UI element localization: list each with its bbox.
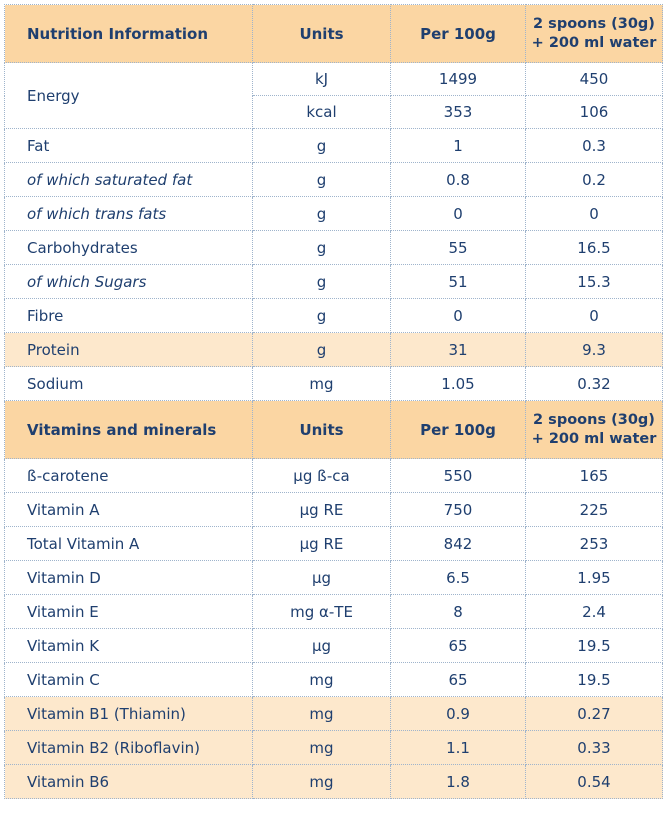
row-unit: µg — [253, 629, 391, 663]
row-serving: 0 — [526, 299, 663, 333]
table-row — [5, 629, 663, 663]
row-serving: 16.5 — [526, 231, 663, 265]
row-per-100g: 550 — [391, 459, 526, 493]
row-unit: µg — [253, 561, 391, 595]
row-label: Vitamin B6 — [5, 765, 253, 799]
row-label: Fibre — [5, 299, 253, 333]
table-row — [5, 265, 663, 299]
table-row — [5, 697, 663, 731]
table-row — [5, 663, 663, 697]
row-unit: mg — [253, 697, 391, 731]
energy-serving-kcal: 106 — [526, 96, 663, 129]
table-row — [5, 129, 663, 163]
nutrition-header-row — [5, 5, 663, 63]
header-serving-line2: + 200 ml water — [531, 430, 657, 447]
row-serving: 225 — [526, 493, 663, 527]
row-unit: g — [253, 129, 391, 163]
header-serving — [526, 5, 663, 63]
row-serving: 15.3 — [526, 265, 663, 299]
table-row — [5, 459, 663, 493]
row-per-100g: 0.9 — [391, 697, 526, 731]
row-unit: g — [253, 197, 391, 231]
row-label: Protein — [5, 333, 253, 367]
row-serving: 253 — [526, 527, 663, 561]
row-unit: µg ß-ca — [253, 459, 391, 493]
row-unit: g — [253, 163, 391, 197]
row-unit: µg RE — [253, 527, 391, 561]
row-per-100g: 55 — [391, 231, 526, 265]
row-serving: 0.2 — [526, 163, 663, 197]
table-row — [5, 163, 663, 197]
row-per-100g: 31 — [391, 333, 526, 367]
row-per-100g: 0 — [391, 299, 526, 333]
row-label: Vitamin B1 (Thiamin) — [5, 697, 253, 731]
row-per-100g: 6.5 — [391, 561, 526, 595]
table-row — [5, 333, 663, 367]
row-label: Sodium — [5, 367, 253, 401]
table-row — [5, 367, 663, 401]
table-row — [5, 493, 663, 527]
row-label: of which trans fats — [5, 197, 253, 231]
nutrition-table — [4, 4, 663, 799]
row-unit: mg — [253, 731, 391, 765]
row-unit: µg RE — [253, 493, 391, 527]
energy-unit-kcal: kcal — [253, 96, 391, 129]
energy-unit-kj: kJ — [253, 63, 391, 96]
row-serving: 0.3 — [526, 129, 663, 163]
row-serving: 1.95 — [526, 561, 663, 595]
row-per-100g: 65 — [391, 629, 526, 663]
table-row — [5, 595, 663, 629]
table-row — [5, 765, 663, 799]
table-row — [5, 197, 663, 231]
table-row — [5, 299, 663, 333]
row-label: Carbohydrates — [5, 231, 253, 265]
header-per-100g: Per 100g — [391, 5, 526, 63]
row-label: Vitamin A — [5, 493, 253, 527]
row-label: Vitamin K — [5, 629, 253, 663]
header-vitamins-and-minerals: Vitamins and minerals — [5, 401, 253, 459]
row-unit: mg α-TE — [253, 595, 391, 629]
row-per-100g: 0.8 — [391, 163, 526, 197]
row-serving: 19.5 — [526, 629, 663, 663]
row-label: Fat — [5, 129, 253, 163]
energy-label: Energy — [5, 63, 253, 129]
row-unit: g — [253, 333, 391, 367]
row-label: of which saturated fat — [5, 163, 253, 197]
row-serving: 9.3 — [526, 333, 663, 367]
table-row — [5, 561, 663, 595]
row-label: of which Sugars — [5, 265, 253, 299]
row-per-100g: 750 — [391, 493, 526, 527]
row-per-100g: 1.8 — [391, 765, 526, 799]
row-unit: mg — [253, 765, 391, 799]
header-serving-line1: 2 spoons (30g) — [533, 15, 655, 32]
row-per-100g: 1.05 — [391, 367, 526, 401]
row-serving: 2.4 — [526, 595, 663, 629]
row-per-100g: 842 — [391, 527, 526, 561]
energy-per100-kcal: 353 — [391, 96, 526, 129]
header-per-100g: Per 100g — [391, 401, 526, 459]
row-serving: 0.27 — [526, 697, 663, 731]
header-units: Units — [253, 401, 391, 459]
table-row — [5, 731, 663, 765]
energy-per100-kj: 1499 — [391, 63, 526, 96]
row-serving: 0.32 — [526, 367, 663, 401]
row-label: Vitamin B2 (Riboflavin) — [5, 731, 253, 765]
row-label: Vitamin E — [5, 595, 253, 629]
row-unit: g — [253, 231, 391, 265]
row-serving: 0 — [526, 197, 663, 231]
header-nutrition-information: Nutrition Information — [5, 5, 253, 63]
row-unit: mg — [253, 663, 391, 697]
table-row — [5, 527, 663, 561]
row-serving: 0.33 — [526, 731, 663, 765]
row-unit: g — [253, 265, 391, 299]
row-label: Vitamin C — [5, 663, 253, 697]
row-unit: mg — [253, 367, 391, 401]
row-label: Vitamin D — [5, 561, 253, 595]
row-unit: g — [253, 299, 391, 333]
header-serving-line1: 2 spoons (30g) — [533, 411, 655, 428]
vitamins-header-row — [5, 401, 663, 459]
row-per-100g: 0 — [391, 197, 526, 231]
row-serving: 0.54 — [526, 765, 663, 799]
energy-serving-kj: 450 — [526, 63, 663, 96]
row-serving: 165 — [526, 459, 663, 493]
row-per-100g: 1.1 — [391, 731, 526, 765]
energy-row-kj — [5, 63, 663, 96]
row-per-100g: 1 — [391, 129, 526, 163]
header-serving-line2: + 200 ml water — [531, 34, 657, 51]
row-per-100g: 8 — [391, 595, 526, 629]
table-row — [5, 231, 663, 265]
header-units: Units — [253, 5, 391, 63]
row-label: ß-carotene — [5, 459, 253, 493]
row-serving: 19.5 — [526, 663, 663, 697]
row-label: Total Vitamin A — [5, 527, 253, 561]
row-per-100g: 65 — [391, 663, 526, 697]
row-per-100g: 51 — [391, 265, 526, 299]
header-serving — [526, 401, 663, 459]
